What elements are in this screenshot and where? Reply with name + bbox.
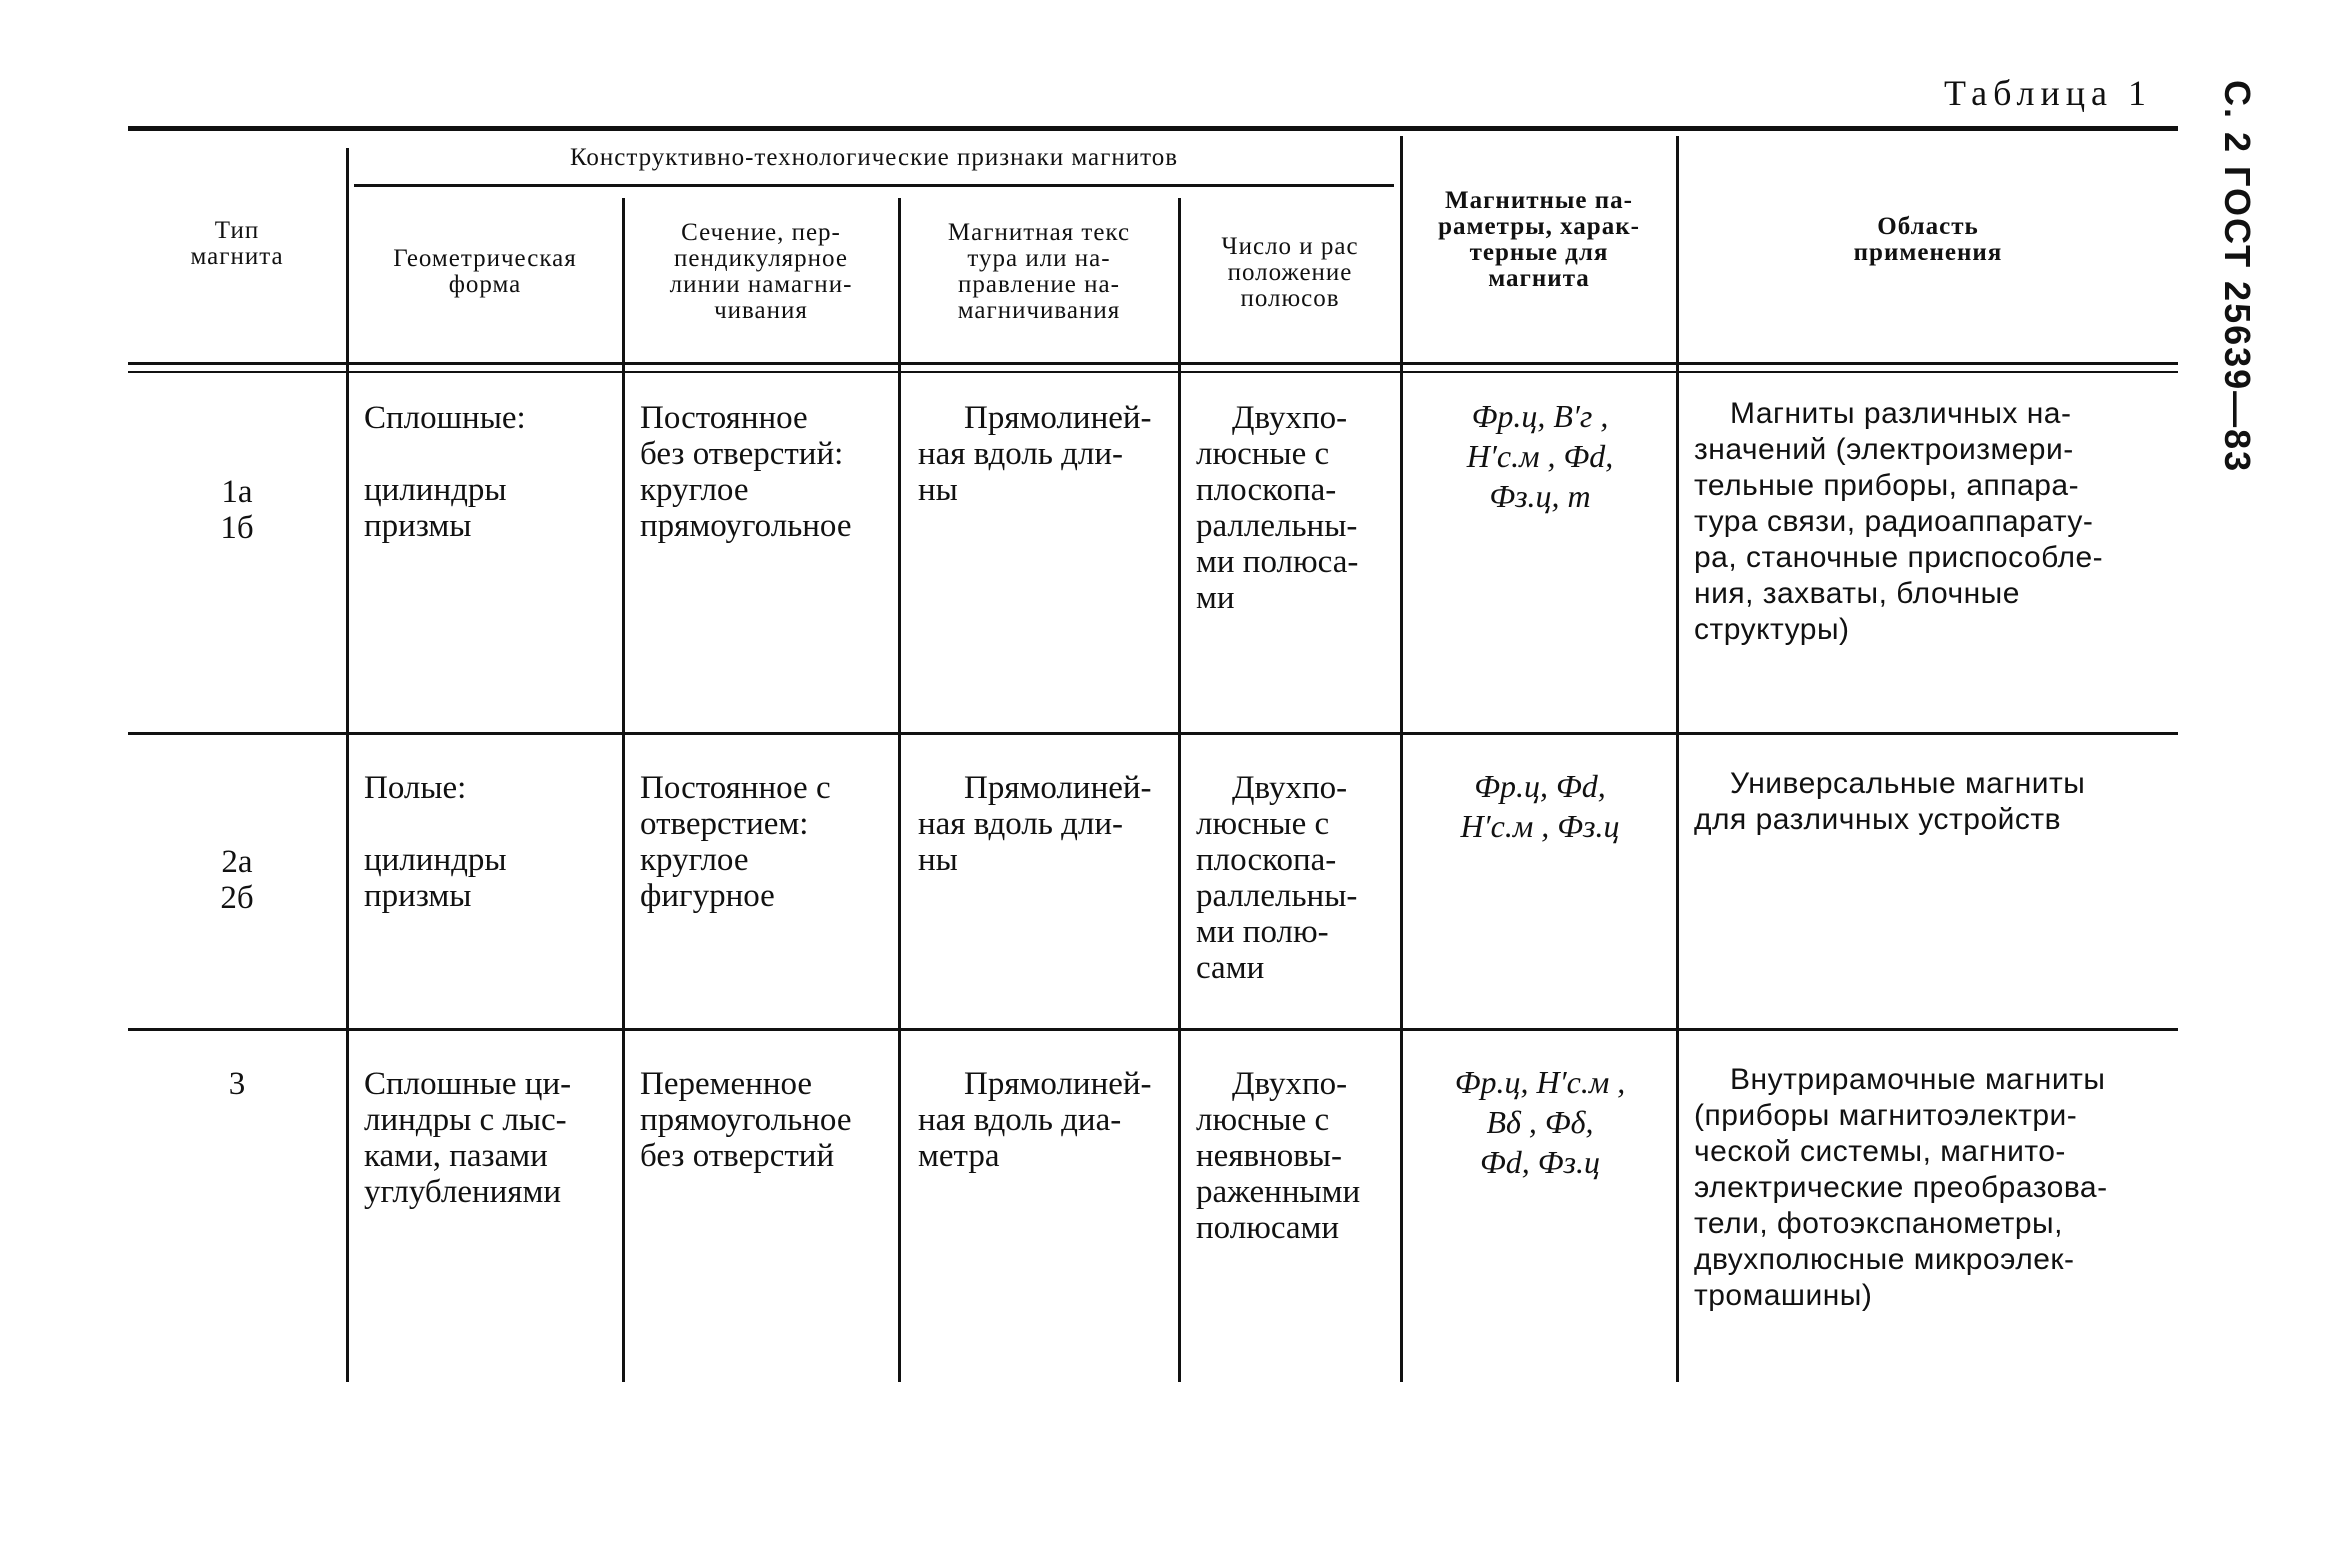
header-params-line: Магнитные па-: [1444, 187, 1634, 214]
row2-application-line: Универсальные магниты: [1730, 767, 2086, 800]
header-params-line: терные для: [1469, 239, 1609, 266]
row2-params-line: Фр.ц, Фd,: [1474, 768, 1606, 804]
header-params-line: магнита: [1488, 265, 1590, 292]
row2-poles-line: плоскопа-: [1196, 842, 1337, 878]
row3-geom-line: линдры с лыс-: [364, 1102, 567, 1138]
header-bottom-rule: [128, 362, 2178, 365]
row1-params: [1408, 396, 1672, 516]
row1-poles-line: ми: [1196, 580, 1235, 616]
row3-poles-line: люсные с: [1196, 1102, 1330, 1138]
row1-application-line: структуры): [1694, 613, 1850, 646]
row1-section-line: без отверстий:: [640, 436, 844, 472]
table-top-rule: [128, 126, 2178, 131]
header-poles-line: положение: [1227, 259, 1353, 286]
row2-section: [640, 770, 900, 914]
header-section-line: линии намагни-: [669, 271, 853, 298]
row1-poles-line: плоскопа-: [1196, 472, 1337, 508]
header-params-line: раметры, харак-: [1438, 213, 1640, 240]
header-texture-line: правление на-: [958, 271, 1120, 298]
row3-application-line: (приборы магнитоэлектри-: [1694, 1099, 2078, 1132]
row3-params: [1408, 1062, 1672, 1182]
row3-geom-line: ками, пазами: [364, 1138, 548, 1174]
header-section-line: Сечение, пер-: [681, 219, 841, 246]
row2-geom-line: Полые:: [364, 770, 467, 806]
row1-poles-line: Двухпо-: [1232, 400, 1348, 436]
row3-poles-line: полюсами: [1196, 1210, 1340, 1246]
row1-application-line: значений (электроизмери-: [1694, 433, 2074, 466]
row3-application: [1694, 1062, 2164, 1314]
row3-geom: [364, 1066, 614, 1210]
row2-poles: [1196, 770, 1396, 986]
header-section-line: чивания: [714, 297, 808, 324]
col-divider-6: [1676, 136, 1679, 1382]
row3-section-line: прямоугольное: [640, 1102, 852, 1138]
row2-type-line: 2б: [220, 880, 254, 916]
col-divider-2: [622, 198, 625, 1382]
row1-texture-line: Прямолиней-: [964, 400, 1152, 436]
row1-geom-line: цилиндры: [364, 472, 507, 508]
row3-poles: [1196, 1066, 1396, 1246]
row1-section-line: круглое: [640, 472, 749, 508]
row2-application: [1694, 766, 2164, 838]
row2-params: [1408, 766, 1672, 846]
row2-params-line: H′с.м , Фз.ц: [1460, 808, 1620, 844]
header-application-line: Область: [1877, 213, 1979, 240]
row2-section-line: отверстием:: [640, 806, 809, 842]
row2-texture-line: ная вдоль дли-: [918, 806, 1124, 842]
row2-section-line: круглое: [640, 842, 749, 878]
row3-geom-line: Сплошные ци-: [364, 1066, 572, 1102]
header-section-line: пендикулярное: [674, 245, 848, 272]
header-geom: [350, 246, 620, 298]
row3-application-line: тромашины): [1694, 1279, 1873, 1312]
row3-texture-line: ная вдоль диа-: [918, 1102, 1122, 1138]
row1-poles: [1196, 400, 1396, 616]
row3-geom-line: углублениями: [364, 1174, 562, 1210]
row3-texture-line: метра: [918, 1138, 1000, 1174]
row3-texture: [918, 1066, 1176, 1174]
row2-section-line: Постоянное с: [640, 770, 831, 806]
row1-texture-line: ная вдоль дли-: [918, 436, 1124, 472]
row2-type: [128, 844, 346, 916]
row1-geom: [364, 400, 614, 544]
row2-poles-line: сами: [1196, 950, 1265, 986]
row2-poles-line: раллельны-: [1196, 878, 1358, 914]
header-poles: [1182, 234, 1398, 312]
row2-texture: [918, 770, 1176, 878]
row3-params-line: Фd, Фз.ц: [1480, 1144, 1600, 1180]
header-type-text: Тип магнита: [190, 217, 284, 270]
row3-application-line: двухполюсные микроэлек-: [1694, 1243, 2075, 1276]
header-texture-line: Магнитная текс: [947, 219, 1131, 246]
row2-poles-line: Двухпо-: [1232, 770, 1348, 806]
group-header-rule: [354, 184, 1394, 187]
row-divider-2: [128, 1028, 2178, 1031]
header-texture: [902, 220, 1176, 324]
row2-section-line: фигурное: [640, 878, 775, 914]
row3-application-line: электрические преобразова-: [1694, 1171, 2108, 1204]
row3-type: [128, 1066, 346, 1102]
row2-geom-line: призмы: [364, 878, 472, 914]
row2-poles-line: люсные с: [1196, 806, 1330, 842]
row1-type: [128, 474, 346, 546]
row3-section-line: без отверстий: [640, 1138, 835, 1174]
row1-poles-line: раллельны-: [1196, 508, 1358, 544]
row1-texture: [918, 400, 1176, 508]
row3-poles-line: неявновы-: [1196, 1138, 1342, 1174]
row3-section-line: Переменное: [640, 1066, 813, 1102]
row1-geom-line: [364, 436, 614, 472]
row1-poles-line: ми полюса-: [1196, 544, 1359, 580]
header-poles-line: полюсов: [1240, 285, 1340, 312]
row3-poles-line: Двухпо-: [1232, 1066, 1348, 1102]
row1-geom-line: Сплошные:: [364, 400, 526, 436]
row3-section: [640, 1066, 900, 1174]
header-group: Конструктивно-технологические признаки магнитов: [569, 144, 1179, 171]
header-type: [128, 218, 346, 270]
row-divider-1: [128, 732, 2178, 735]
row1-section-line: прямоугольное: [640, 508, 852, 544]
row3-texture-line: Прямолиней-: [964, 1066, 1152, 1102]
header-section: [626, 220, 896, 324]
header-texture-line: магничивания: [957, 297, 1121, 324]
row1-params-line: H′с.м , Фd,: [1466, 438, 1614, 474]
row3-type-line: 3: [228, 1066, 246, 1102]
row3-application-line: ческой системы, магнито-: [1694, 1135, 2066, 1168]
table-title: Таблица 1: [1944, 73, 2152, 113]
row1-type-line: 1б: [220, 510, 254, 546]
row1-application: [1694, 396, 2164, 648]
header-poles-line: Число и рас: [1221, 233, 1359, 260]
row3-params-line: Фр.ц, H′с.м ,: [1454, 1064, 1626, 1100]
row1-geom-line: призмы: [364, 508, 472, 544]
side-label: С. 2 ГОСТ 25639—83: [2217, 80, 2258, 474]
col-divider-4: [1178, 198, 1181, 1382]
row2-type-line: 2а: [221, 844, 253, 880]
row2-texture-line: ны: [918, 842, 958, 878]
row1-application-line: ния, захваты, блочные: [1694, 577, 2020, 610]
header-application: [1680, 214, 2176, 266]
row1-section: [640, 400, 900, 544]
header-geom-text: Геометрическая форма: [393, 245, 577, 298]
row1-application-line: тельные приборы, аппара-: [1694, 469, 2080, 502]
row1-section-line: Постоянное: [640, 400, 808, 436]
row1-texture-line: ны: [918, 472, 958, 508]
row1-poles-line: люсные с: [1196, 436, 1330, 472]
row3-application-line: тели, фотоэкспанометры,: [1694, 1207, 2063, 1240]
row2-geom-line: [364, 806, 614, 842]
col-divider-5: [1400, 136, 1403, 1382]
row1-params-line: Фз.ц, m: [1489, 478, 1591, 514]
row1-application-line: Магниты различных на-: [1730, 397, 2072, 430]
row1-params-line: Фр.ц, B′г ,: [1471, 398, 1609, 434]
header-params: [1404, 188, 1674, 292]
row1-type-line: 1а: [221, 474, 253, 510]
header-bottom-rule-2: [128, 371, 2178, 373]
row3-params-line: Bδ , Фδ,: [1486, 1104, 1594, 1140]
header-application-line: применения: [1853, 239, 2003, 266]
row2-application-line: для различных устройств: [1694, 803, 2062, 836]
row3-application-line: Внутрирамочные магниты: [1730, 1063, 2106, 1096]
row1-application-line: ра, станочные приспособле-: [1694, 541, 2104, 574]
row3-poles-line: раженными: [1196, 1174, 1361, 1210]
col-divider-1: [346, 148, 349, 1382]
row1-application-line: тура связи, радиоаппарату-: [1694, 505, 2094, 538]
row2-texture-line: Прямолиней-: [964, 770, 1152, 806]
row2-geom-line: цилиндры: [364, 842, 507, 878]
row2-geom: [364, 770, 614, 914]
header-texture-line: тура или на-: [967, 245, 1111, 272]
row2-poles-line: ми полю-: [1196, 914, 1329, 950]
